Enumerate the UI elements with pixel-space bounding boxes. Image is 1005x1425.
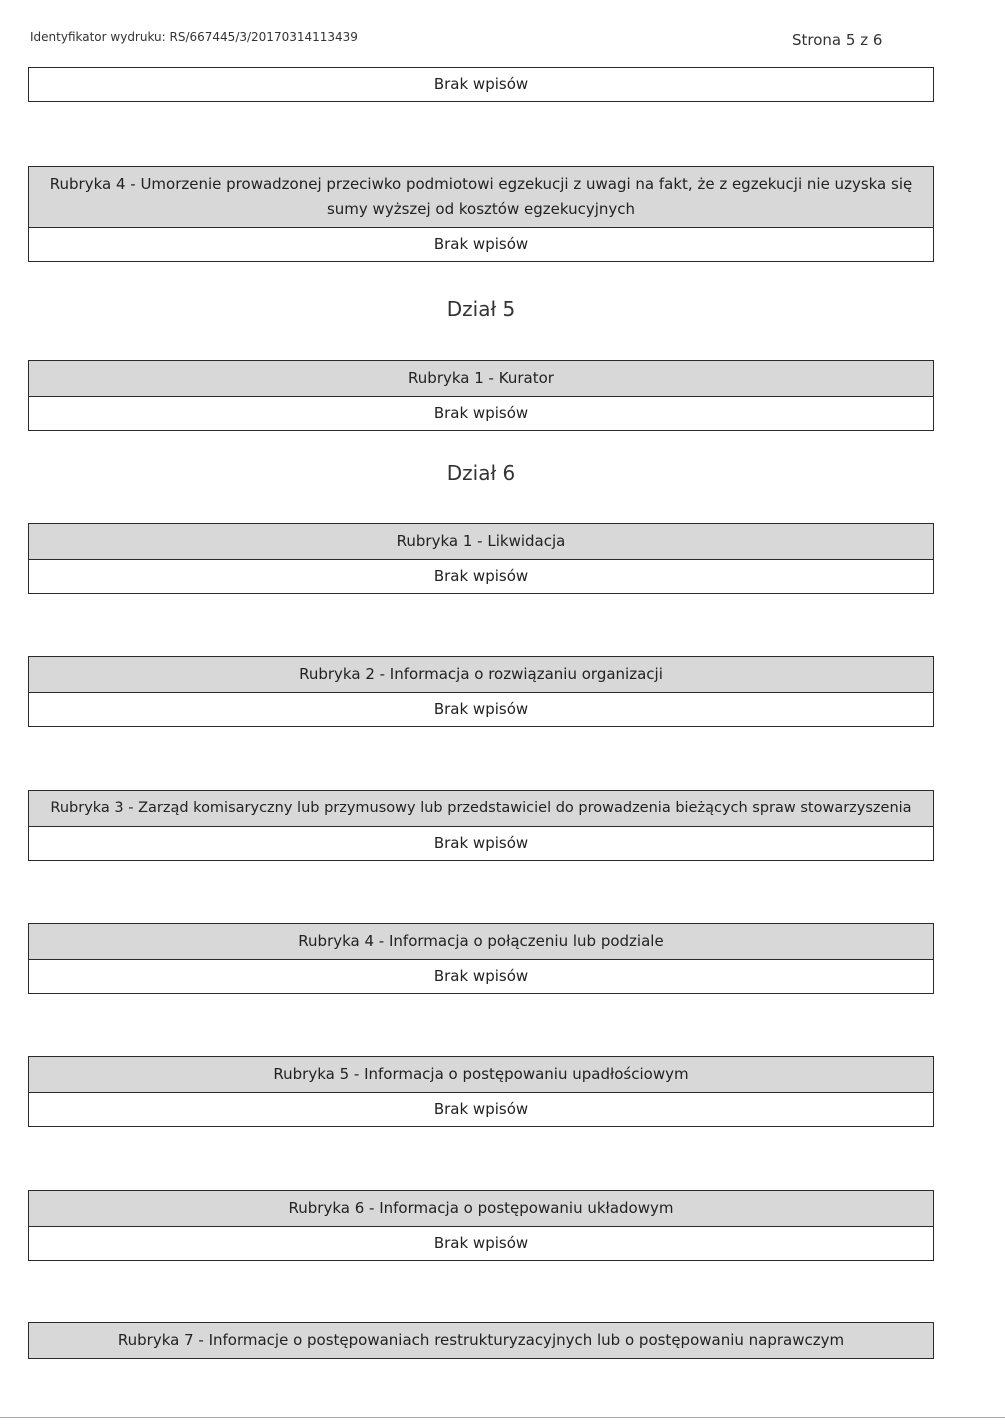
rubric-title: Rubryka 7 - Informacje o postępowaniach restrukturyzacyjnych lub o postępowaniu naprawczym [29,1323,933,1358]
rubric-continuation-box [28,67,934,102]
rubric-body: Brak wpisów [433,967,529,985]
rubric-kurator-box [28,360,934,431]
section-heading-dzial-6: Dział 6 [446,461,516,485]
page-number: Strona 5 z 6 [792,31,883,49]
rubric-body: Brak wpisów [433,567,529,585]
rubric-zarzad-komisaryczny-box [28,790,934,861]
rubric-title: Rubryka 6 - Informacja o postępowaniu układowym [29,1191,933,1227]
rubric-body: Brak wpisów [433,235,529,253]
rubric-body: Brak wpisów [433,75,529,93]
rubric-restrukturyzacja-box [28,1322,934,1359]
rubric-upadlosc-box [28,1056,934,1127]
rubric-body: Brak wpisów [433,700,529,718]
print-identifier: Identyfikator wydruku: RS/667445/3/20170314113439 [30,30,358,44]
rubric-title: Rubryka 5 - Informacja o postępowaniu upadłościowym [29,1057,933,1093]
rubric-rozwiazanie-box [28,656,934,727]
rubric-title: Rubryka 3 - Zarząd komisaryczny lub przymusowy lub przedstawiciel do prowadzenia bieżących spraw stowarzyszenia [29,791,933,827]
rubric-body: Brak wpisów [433,1234,529,1252]
section-heading-dzial-5: Dział 5 [446,297,516,321]
rubric-title: Rubryka 2 - Informacja o rozwiązaniu organizacji [29,657,933,693]
rubric-body: Brak wpisów [433,834,529,852]
rubric-title: Rubryka 4 - Umorzenie prowadzonej przeciwko podmiotowi egzekucji z uwagi na fakt, że z egzekucji nie uzyska się sumy wyższej od kosztów egzekucyjnych [29,167,933,228]
rubric-title: Rubryka 1 - Likwidacja [29,524,933,560]
rubric-body: Brak wpisów [433,404,529,422]
rubric-polaczenie-box [28,923,934,994]
rubric-body: Brak wpisów [433,1100,529,1118]
page-bottom-divider [0,1417,1005,1418]
rubric-likwidacja-box [28,523,934,594]
rubric-title: Rubryka 4 - Informacja o połączeniu lub podziale [29,924,933,960]
rubric-umorzenie-box [28,166,934,262]
rubric-uklad-box [28,1190,934,1261]
rubric-title: Rubryka 1 - Kurator [29,361,933,397]
